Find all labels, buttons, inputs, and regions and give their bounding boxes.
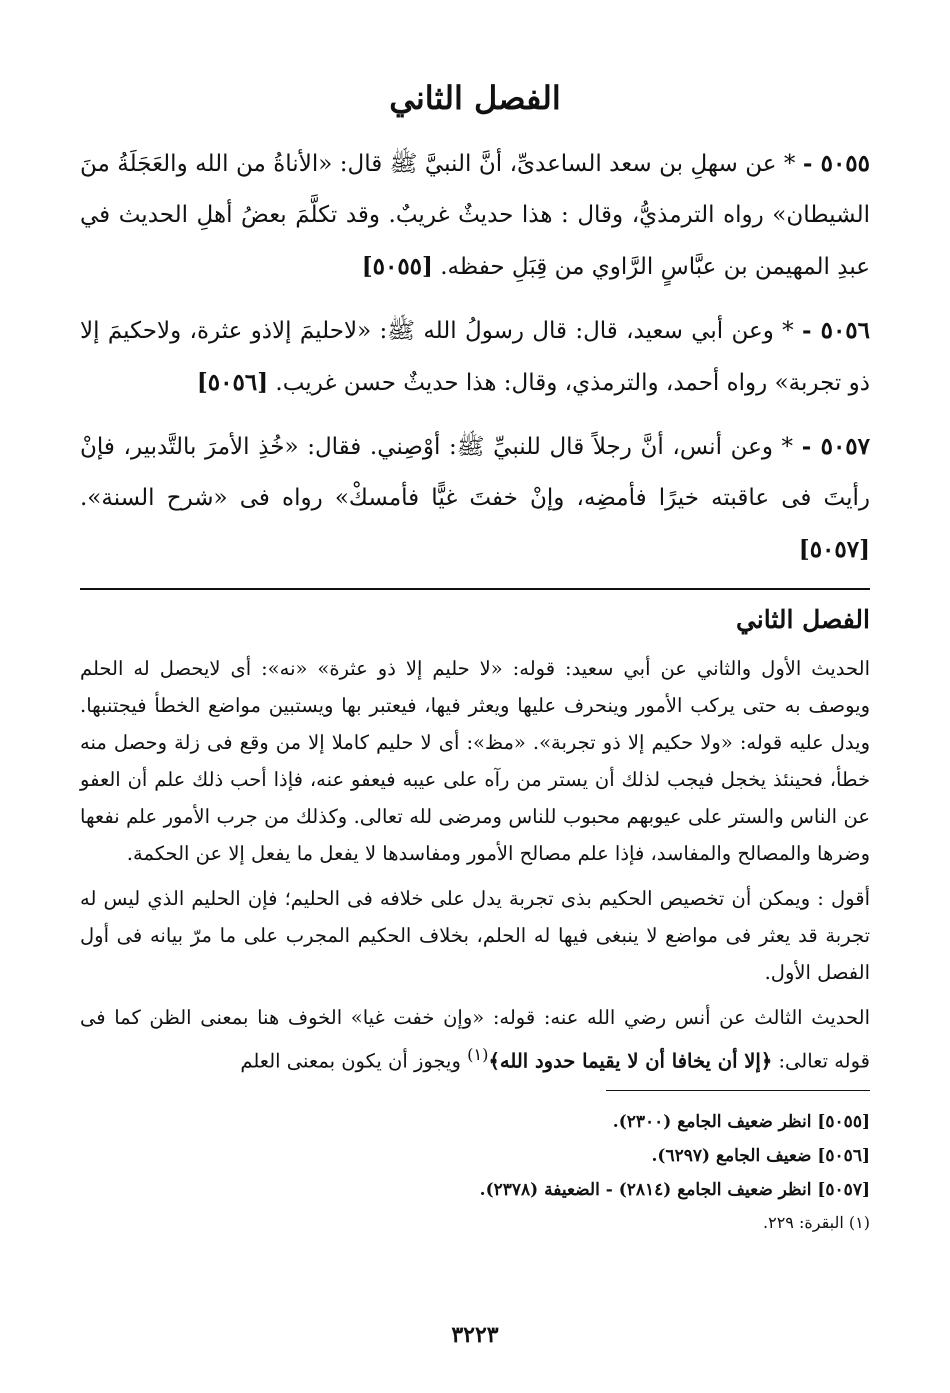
hadith-reference: [٥٠٥٦] — [196, 369, 269, 396]
hadith-5056 — [80, 305, 870, 409]
paragraph-text: الحديث الثالث عن أنس رضي الله عنه: قوله: «وإن خفت غيا» الخوف هنا بمعنى الظن كما فى قوله تعالى: — [80, 1006, 870, 1073]
commentary-paragraph: الحديث الأول والثاني عن أبي سعيد: قوله: «لا حليم إلا ذو عثرة» «نه»: أى لايحصل له الحلم ويوصف به حتى يركب الأمور وينحرف عليها ويعثر فيها، فيعتبر بها ويستبين مواضع الخطأ فيجتنبها. ويدل عليه قوله: «ولا حكيم إلا ذو تجربة». «مظ»: أى لا حليم كاملا إلا من وقع فى زلة وحصل منه خطأ، فحينئذ يخجل فيجب لذلك أن يستر من رآه على عيبه فيعفو عنه، فإذا أحب ذلك علم أن العفو عن الناس والستر على عيوبهم محبوب للناس ومرضى لله تعالى. وكذلك من جرب الأمور علم نفعها وضرها والمصالح والمفاسد، فإذا علم مصالح الأمور ومفاسدها لا يفعل ما يفعل إلا عن الحكمة. — [80, 657, 870, 865]
hadith-text: * وعن أنس، أنَّ رجلاً قال للنبيِّ ﷺ: أوْصِني. فقال: «خُذِ الأمرَ بالتَّدبير، فإنْ رأيتَ فى عاقبته خيرًا فأمضِه، وإنْ خفتَ غيًّا فأمسكْ» رواه فى «شرح السنة». — [80, 434, 870, 511]
commentary-paragraph — [80, 999, 870, 1080]
quran-quote: ﴿إلا أن يخافا أن لا يقيما حدود الله﴾ — [488, 1049, 773, 1073]
section-divider — [80, 588, 870, 590]
commentary-title: الفصل الثاني — [735, 605, 870, 634]
footnotes — [80, 1107, 870, 1237]
hadith-5057 — [80, 421, 870, 576]
hadith-number: ٥٠٥٧ - — [801, 433, 871, 460]
hadith-number: ٥٠٥٥ - — [802, 150, 871, 177]
hadith-section — [80, 138, 870, 576]
hadith-5055 — [80, 138, 870, 293]
footnote: [٥٠٥٦] ضعيف الجامع (٦٢٩٧). — [651, 1146, 870, 1166]
footnote-rule — [606, 1090, 870, 1092]
hadith-number: ٥٠٥٦ - — [802, 317, 871, 344]
hadith-text: * وعن أبي سعيد، قال: قال رسولُ الله ﷺ: «لاحليمَ إلاذو عثرة، ولاحكيمَ إلا ذو تجربة» رواه أحمد، والترمذي، وقال: هذا حديثٌ حسن غريب. — [80, 318, 870, 396]
page-number: ٣٢٢٣ — [451, 1322, 499, 1348]
quran-note: (١) البقرة: ٢٢٩. — [763, 1213, 870, 1232]
paragraph-text: ويجوز أن يكون بمعنى العلم — [240, 1049, 468, 1073]
footnote-marker: (١) — [467, 1045, 489, 1064]
chapter-title: الفصل الثاني — [389, 79, 561, 117]
footnote: [٥٠٥٥] انظر ضعيف الجامع (٢٣٠٠). — [612, 1112, 870, 1132]
commentary-section — [80, 598, 870, 1080]
hadith-reference: [٥٠٥٧] — [798, 536, 870, 563]
hadith-text: * عن سهلِ بن سعد الساعدىِّ، أنَّ النبيَّ ﷺ قال: «الأناةُ من الله والعَجَلَةُ منَ الشيطان» رواه الترمذيُّ، وقال : هذا حديثٌ غريبٌ. وقد تكلَّمَ بعضُ أهلِ الحديث في عبدِ المهيمن بن عبَّاسٍ الرَّاوي من قِبَلِ حفظه. — [80, 151, 870, 280]
footnote: [٥٠٥٧] انظر ضعيف الجامع (٢٨١٤) - الضعيفة (٢٣٧٨). — [479, 1180, 870, 1200]
commentary-paragraph: أقول : ويمكن أن تخصيص الحكيم بذى تجربة يدل على خلافه فى الحليم؛ فإن الحليم الذي ليس له تجربة قد يعثر فى مواضع لا ينبغى فيها له الحلم، بخلاف الحكيم المجرب على ما مرّ بيانه فى أول الفصل الأول. — [80, 887, 870, 984]
hadith-reference: [٥٠٥٥] — [361, 253, 433, 280]
